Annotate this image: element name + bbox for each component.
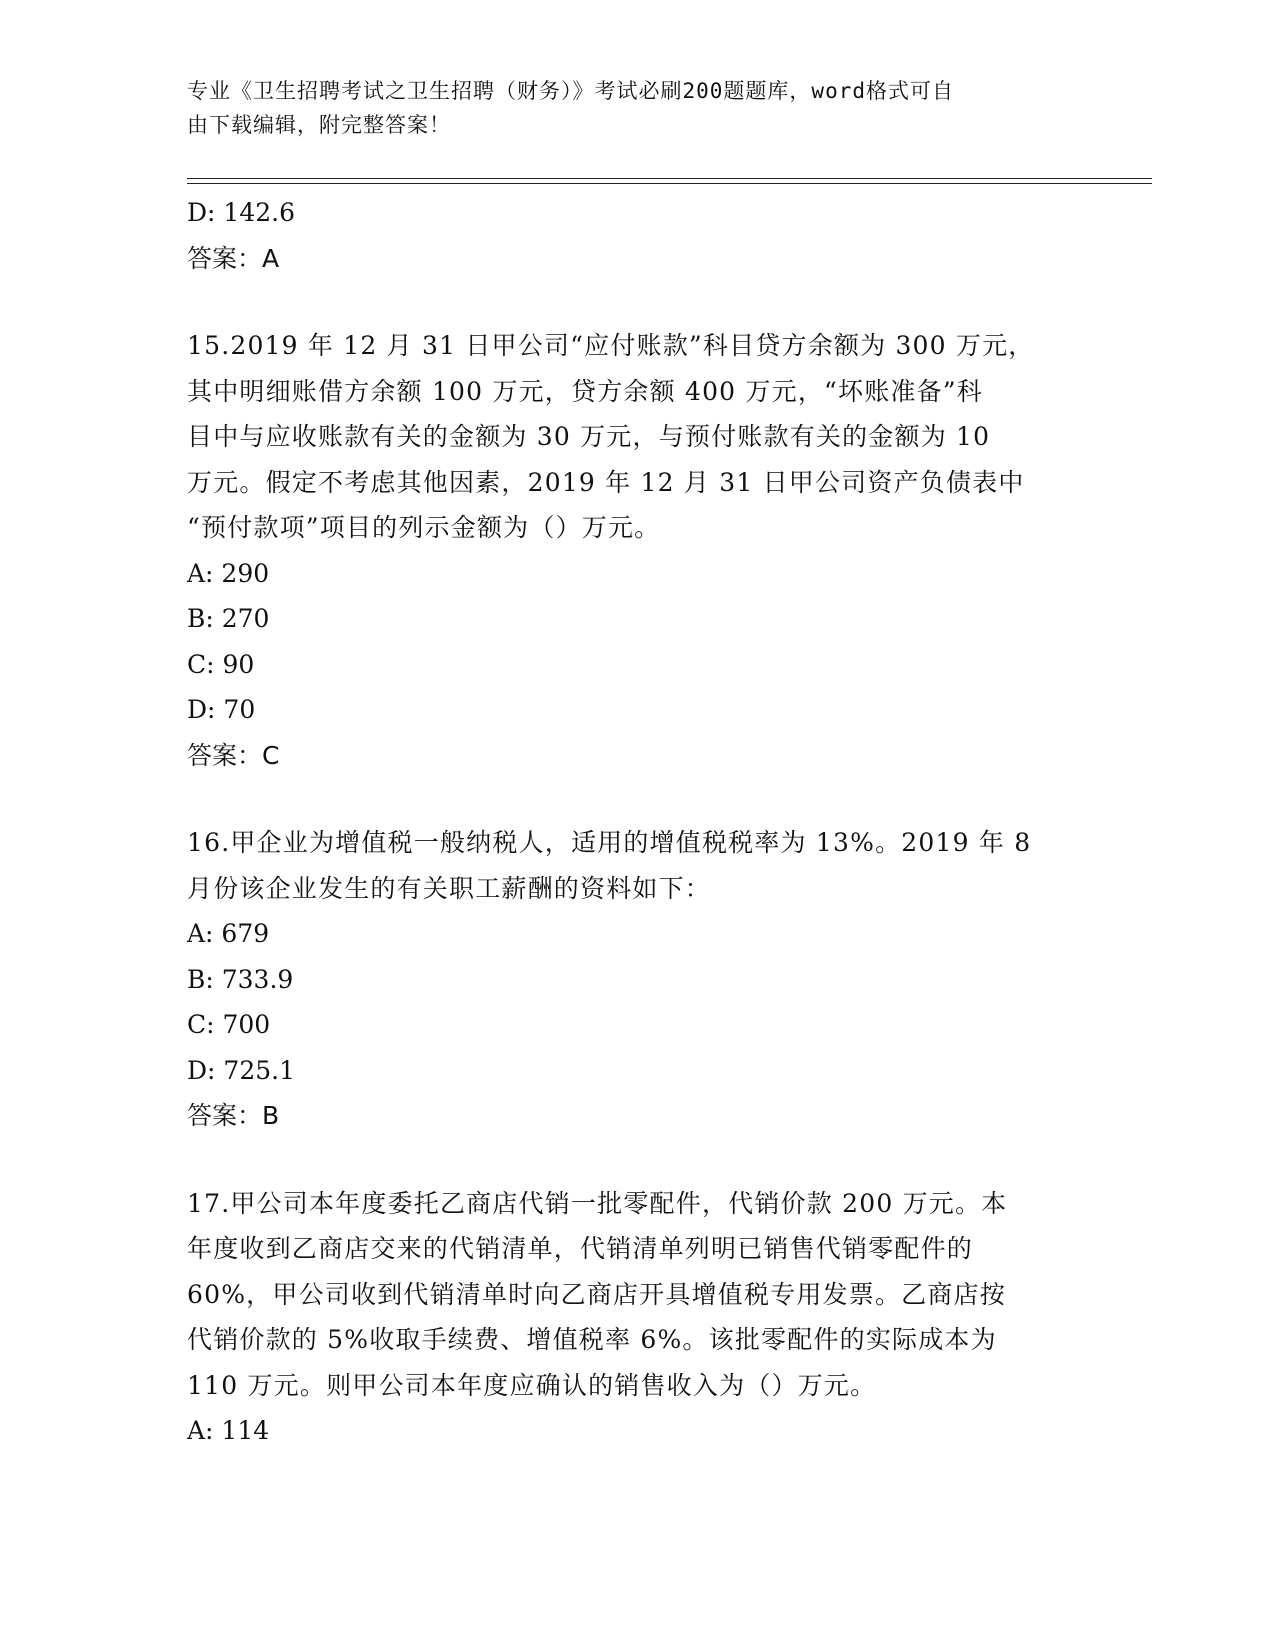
option-d: D: 142.6 <box>187 198 295 227</box>
option-b: B: 733.9 <box>187 964 294 994</box>
question-text-line: 代销价款的 5%收取手续费、增值税率 6%。该批零配件的实际成本为 <box>187 1325 997 1354</box>
option-d: D: 725.1 <box>187 1055 295 1085</box>
document-body <box>187 190 1087 1454</box>
header-title-line-2: 由下载编辑，附完整答案！ <box>187 113 451 137</box>
option-c: C: 700 <box>187 1010 271 1039</box>
question-text-line: “预付款项”项目的列示金额为（）万元。 <box>187 513 661 542</box>
question-text-line: 万元。假定不考虑其他因素，2019 年 12 月 31 日甲公司资产负债表中 <box>187 467 1025 497</box>
previous-question-tail <box>187 190 1087 281</box>
question-text-line: 60%，甲公司收到代销清单时向乙商店开具增值税专用发票。乙商店按 <box>187 1279 1006 1309</box>
answer-line: 答案：B <box>187 1101 280 1130</box>
question-text <box>187 820 1067 911</box>
question-text-line: 17.甲公司本年度委托乙商店代销一批零配件，代销价款 200 万元。本 <box>187 1188 1008 1218</box>
question-text-line: 目中与应收账款有关的金额为 30 万元，与预付账款有关的金额为 10 <box>187 422 991 451</box>
question-17 <box>187 1181 1087 1454</box>
question-text-line: 110 万元。则甲公司本年度应确认的销售收入为（）万元。 <box>187 1370 877 1400</box>
header-title-line-1: 专业《卫生招聘考试之卫生招聘（财务）》考试必刷200题题库，word格式可自 <box>187 79 954 103</box>
option-d: D: 70 <box>187 695 256 724</box>
question-text-line: 15.2019 年 12 月 31 日甲公司“应付账款”科目贷方余额为 300 万元， <box>187 331 1035 360</box>
question-text <box>187 323 1067 551</box>
answer-line: 答案：C <box>187 740 280 770</box>
header-rule-top <box>187 178 1152 179</box>
document-header <box>187 74 1067 142</box>
answer-line: 答案：A <box>187 243 280 273</box>
option-a: A: 290 <box>187 558 270 588</box>
question-text-line: 月份该企业发生的有关职工薪酬的资料如下： <box>187 873 712 903</box>
question-15 <box>187 323 1087 778</box>
option-a: A: 114 <box>187 1416 270 1445</box>
question-text-line: 年度收到乙商店交来的代销清单，代销清单列明已销售代销零配件的 <box>187 1234 974 1263</box>
question-text-line: 其中明细账借方余额 100 万元，贷方余额 400 万元，“坏账准备”科 <box>187 376 983 406</box>
option-c: C: 90 <box>187 649 255 679</box>
question-text <box>187 1181 1067 1409</box>
question-16 <box>187 820 1087 1139</box>
header-rule-bottom <box>187 183 1152 184</box>
question-text-line: 16.甲企业为增值税一般纳税人，适用的增值税税率为 13%。2019 年 8 <box>187 828 1032 857</box>
option-a: A: 679 <box>187 919 270 948</box>
option-b: B: 270 <box>187 604 270 633</box>
